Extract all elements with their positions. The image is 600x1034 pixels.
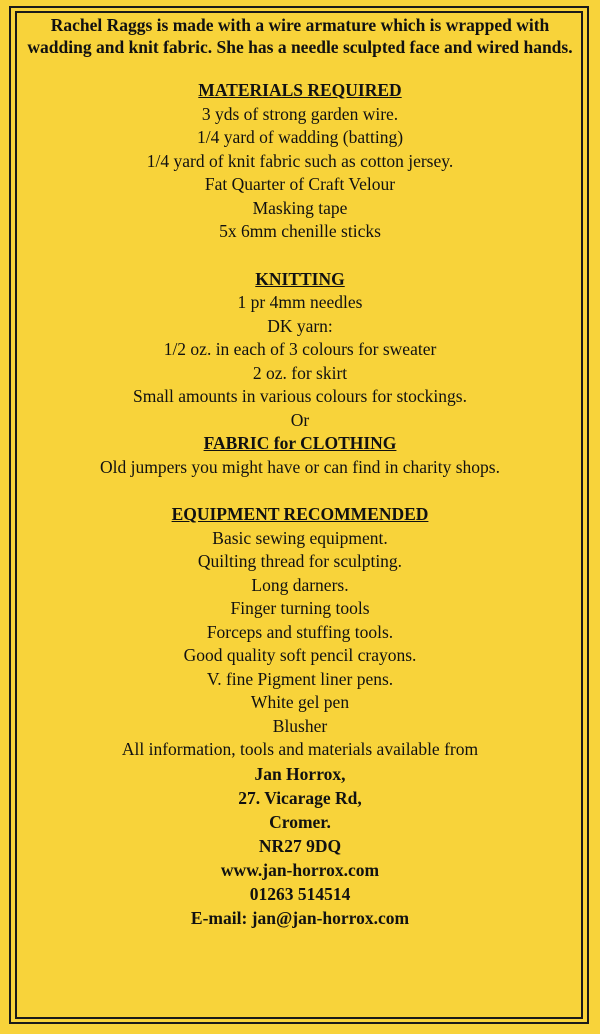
equipment-item: Quilting thread for sculpting. xyxy=(197,551,403,571)
equipment-item: V. fine Pigment liner pens. xyxy=(206,668,394,689)
materials-item: Fat Quarter of Craft Velour xyxy=(204,174,396,194)
contact-postcode: NR27 9DQ xyxy=(258,835,342,856)
contact-email: E-mail: jan@jan-horrox.com xyxy=(190,907,410,928)
equipment-item: Blusher xyxy=(272,715,328,736)
contact-street: 27. Vicarage Rd, xyxy=(238,787,362,808)
materials-item: 1/4 yard of wadding (batting) xyxy=(196,127,404,147)
materials-item: Masking tape xyxy=(252,197,348,218)
materials-item: 1/4 yard of knit fabric such as cotton jersey. xyxy=(146,150,454,171)
materials-item: 3 yds of strong garden wire. xyxy=(201,103,399,124)
knitting-item: 1 pr 4mm needles xyxy=(237,292,363,312)
materials-heading: MATERIALS REQUIRED xyxy=(198,80,402,100)
knitting-item: 1/2 oz. in each of 3 colours for sweater xyxy=(163,339,437,359)
document-content xyxy=(20,12,580,930)
materials-item: 5x 6mm chenille sticks xyxy=(219,221,381,241)
intro-paragraph: Rachel Raggs is made with a wire armature which is wrapped with wadding and knit fabric. She has a needle sculpted face and wired hands. xyxy=(27,15,573,57)
equipment-item: White gel pen xyxy=(250,692,350,712)
equipment-item: Good quality soft pencil crayons. xyxy=(183,645,417,665)
contact-town: Cromer. xyxy=(269,811,331,832)
equipment-heading: EQUIPMENT RECOMMENDED xyxy=(171,504,429,524)
equipment-item: Forceps and stuffing tools. xyxy=(206,621,394,642)
equipment-item: Finger turning tools xyxy=(230,598,370,618)
fabric-heading: FABRIC for CLOTHING xyxy=(203,433,397,453)
contact-website: www.jan-horrox.com xyxy=(220,859,380,880)
equipment-item: Basic sewing equipment. xyxy=(212,527,388,548)
fabric-item: Old jumpers you might have or can find in charity shops. xyxy=(100,456,500,477)
availability-note: All information, tools and materials available from xyxy=(121,739,479,759)
knitting-item: DK yarn: xyxy=(267,315,333,336)
knitting-item: 2 oz. for skirt xyxy=(252,362,348,383)
knitting-heading: KNITTING xyxy=(255,268,345,289)
or-separator: Or xyxy=(290,409,310,430)
contact-block xyxy=(20,762,580,930)
knitting-item: Small amounts in various colours for stockings. xyxy=(133,386,467,406)
contact-phone: 01263 514514 xyxy=(249,883,351,904)
equipment-item: Long darners. xyxy=(251,574,349,595)
contact-name: Jan Horrox, xyxy=(254,763,346,784)
